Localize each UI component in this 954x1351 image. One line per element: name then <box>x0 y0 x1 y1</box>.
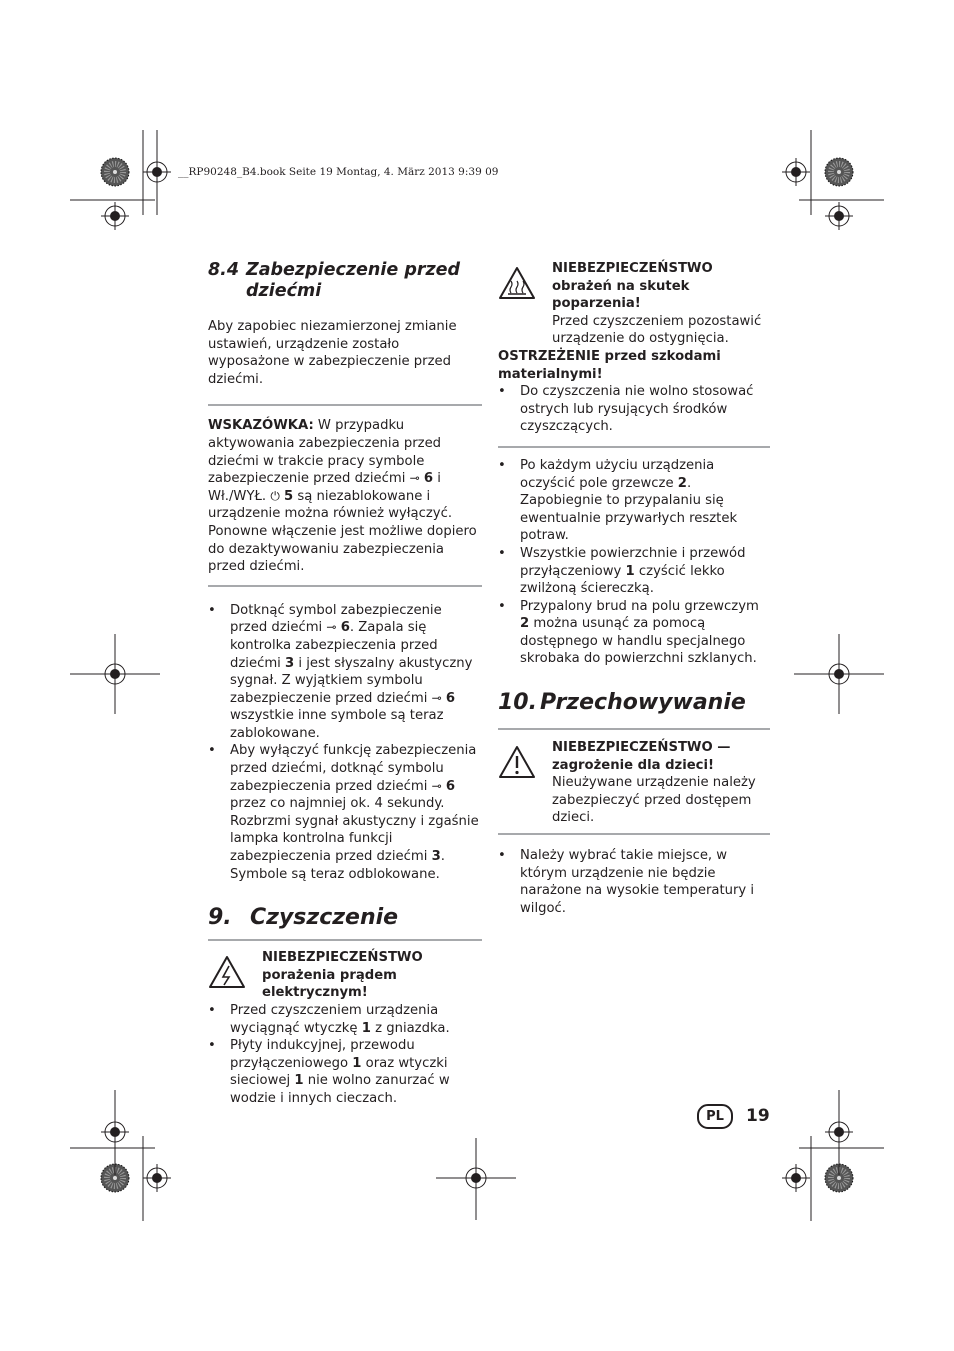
list-item: • Przed czyszczeniem urządzenia wyciągnąć wtyczkę 1 z gniazdka. <box>208 1002 482 1037</box>
cleaning-safety-list <box>208 1002 482 1108</box>
list-item: • Płyty indukcyjnej, przewodu przyłączeniowego 1 oraz wtyczki sieciowej 1 nie wolno zanurzać w wodzie i innych cieczach. <box>208 1037 482 1107</box>
list-item: • Po każdym użyciu urządzenia oczyścić pole grzewcze 2. Zapobiegnie to przypalaniu się ewentualnie przywarłych resztek potraw. <box>498 457 770 545</box>
list-item: • Należy wybrać takie miejsce, w którym urządzenie nie będzie narażone na wysokie temperatury i wilgoć. <box>498 847 770 917</box>
key-icon: ⊸ <box>409 471 420 486</box>
language-badge: PL <box>697 1104 733 1129</box>
child-warning: NIEBEZPIECZEŃSTWO — zagrożenie dla dzieci! Nieużywane urządzenie należy zabezpieczyć przed dostępem dzieci. <box>498 739 770 827</box>
color-wheel-icon <box>101 158 129 186</box>
divider <box>498 728 770 730</box>
divider <box>208 404 482 406</box>
caution-heading: OSTRZEŻENIE przed szkodami materialnymi! <box>498 348 721 382</box>
power-icon: ⏻ <box>270 488 280 503</box>
list-item: • Do czyszczenia nie wolno stosować ostrych lub rysujących środków czyszczących. <box>498 383 770 436</box>
divider <box>498 833 770 835</box>
color-wheel-icon <box>825 158 853 186</box>
file-info: __RP90248_B4.book Seite 19 Montag, 4. März 2013 9:39 09 <box>178 166 499 178</box>
registration-mark-icon <box>782 1164 810 1192</box>
burn-warning: NIEBEZPIECZEŃSTWO obrażeń na skutek poparzenia! Przed czyszczeniem pozostawić urządzenie do ostygnięcia. <box>498 260 770 348</box>
list-item: • Wszystkie powierzchnie i przewód przyłączeniowy 1 czyścić lekko zwilżoną ściereczką. <box>498 545 770 598</box>
cleaning-list <box>498 457 770 668</box>
registration-mark-icon <box>143 1164 171 1192</box>
list-item: • Dotknąć symbol zabezpieczenie przed dziećmi ⊸ 6. Zapala się kontrolka zabezpieczenia przed dziećmi 3 i jest słyszalny akustyczny sygnał. Z wyjątkiem symbolu zabezpieczenie przed dziećmi ⊸ 6 wszystkie inne symbole są teraz zablokowane. <box>208 602 482 743</box>
note-paragraph: WSKAZÓWKA: W przypadku aktywowania zabezpieczenia przed dziećmi w trakcie pracy symbole zabezpieczenie przed dziećmi ⊸ 6 i Wł./WYŁ. ⏻ 5 są niezablokowane i urządzenie można również wyłączyć. Ponowne włączenie jest możliwe dopiero do dezaktywowaniu zabezpieczenia przed dziećmi. <box>208 418 477 575</box>
divider <box>208 939 482 941</box>
storage-list <box>498 847 770 917</box>
registration-mark-icon <box>782 158 810 186</box>
warning-general-icon <box>498 745 536 779</box>
right-column <box>498 258 770 917</box>
intro-paragraph: Aby zapobiec niezamierzonej zmianie ustawień, urządzenie zostało wyposażone w zabezpieczenie przed dziećmi. <box>208 319 457 387</box>
left-column <box>208 258 482 1108</box>
registration-mark-icon <box>825 202 853 230</box>
warning-hot-surface-icon <box>498 266 536 300</box>
key-icon: ⊸ <box>431 778 442 793</box>
caution-list <box>498 383 770 436</box>
list-item: • Aby wyłączyć funkcję zabezpieczenia przed dziećmi, dotknąć symbolu zabezpieczenia przed dziećmi ⊸ 6 przez co najmniej ok. 4 sekundy. Rozbrzmi sygnał akustyczny i zgaśnie lampka kontrolna funkcji zabezpieczenia przed dziećmi 3. Symbole są teraz odblokowane. <box>208 742 482 883</box>
page-number: 19 <box>746 1106 770 1126</box>
registration-mark-icon <box>101 202 129 230</box>
section-9-heading: 9. Czyszczenie <box>208 905 399 931</box>
child-lock-list <box>208 602 482 884</box>
section-10-heading: 10. Przechowywanie <box>498 690 746 716</box>
key-icon: ⊸ <box>431 690 442 705</box>
warning-electric-icon <box>208 955 246 989</box>
electric-warning: NIEBEZPIECZEŃSTWO porażenia prądem elektrycznym! <box>208 949 482 1002</box>
divider <box>208 585 482 587</box>
list-item: • Przypalony brud na polu grzewczym 2 można usunąć za pomocą dostępnego w handlu specjalnego skrobaka do powierzchni szklanych. <box>498 598 770 668</box>
divider <box>498 446 770 448</box>
key-icon: ⊸ <box>326 620 337 635</box>
section-8-4-heading: 8.4 Zabezpieczenie przed dziećmi <box>208 260 461 301</box>
